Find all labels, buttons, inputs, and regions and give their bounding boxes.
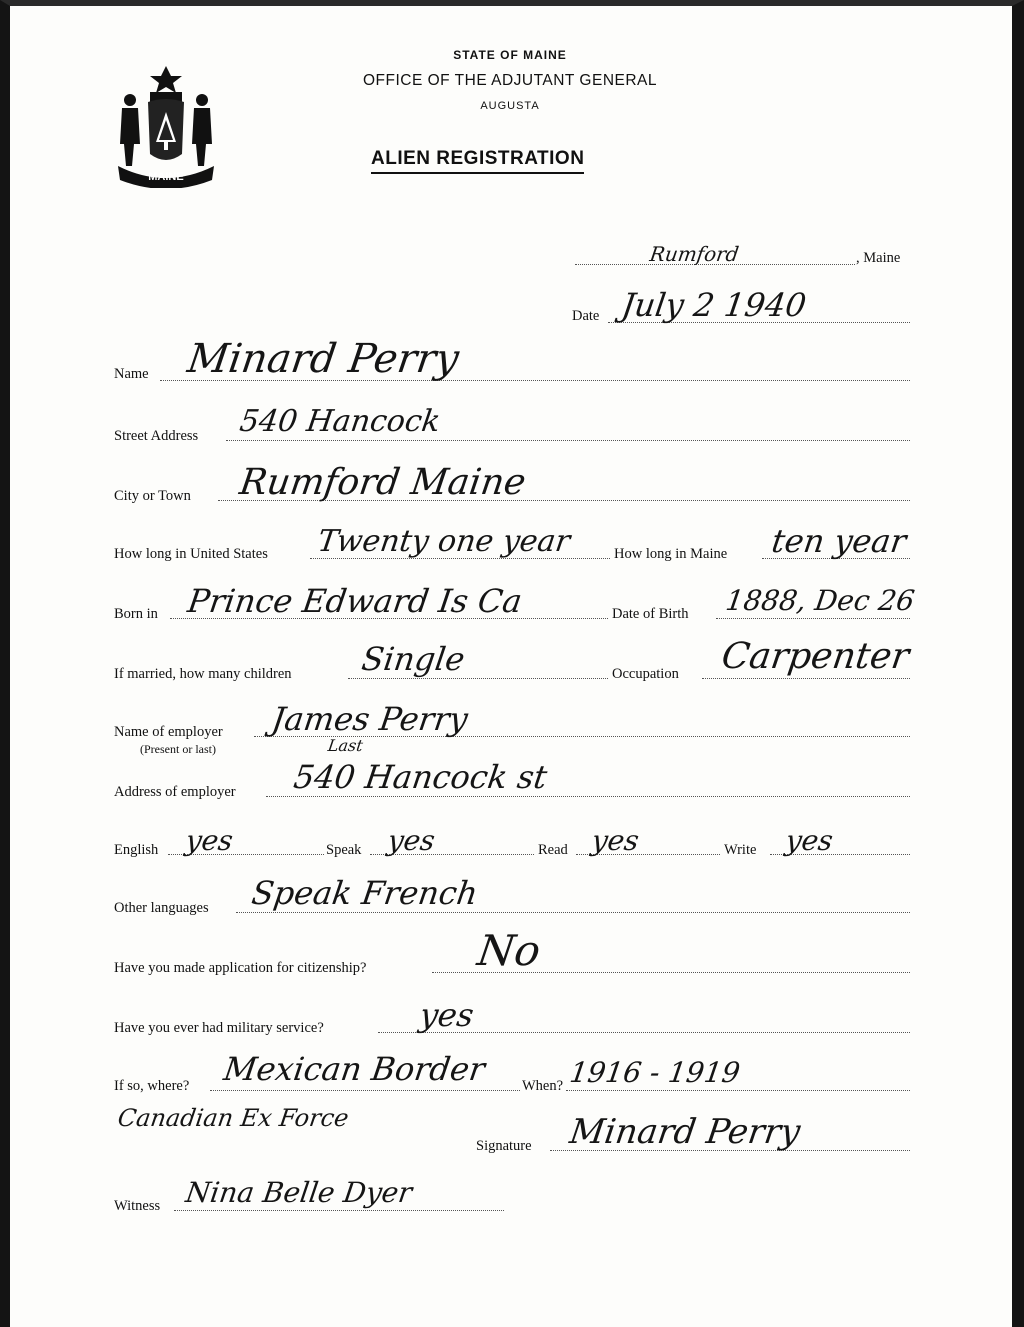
maine-label: , Maine xyxy=(856,250,901,266)
date-of-birth-label: Date of Birth xyxy=(612,606,689,622)
read-value[interactable]: yes xyxy=(589,824,642,857)
employer-label: Name of employer xyxy=(114,724,223,740)
employer-address-label: Address of employer xyxy=(114,784,236,800)
date-value[interactable]: July 2 1940 xyxy=(619,286,809,324)
born-in-value[interactable]: Prince Edward Is Ca xyxy=(185,582,525,620)
employer-value[interactable]: James Perry xyxy=(269,700,471,738)
english-label: English xyxy=(114,842,159,858)
employer-address-value[interactable]: 540 Hancock st xyxy=(291,758,550,796)
employer-address-line xyxy=(266,796,910,797)
other-languages-label: Other languages xyxy=(114,900,209,916)
military-value[interactable]: yes xyxy=(417,996,477,1034)
state-seal-icon xyxy=(114,62,218,188)
office-heading: OFFICE OF THE ADJUTANT GENERAL xyxy=(362,72,658,89)
witness-label: Witness xyxy=(114,1198,161,1214)
signature-value[interactable]: Minard Perry xyxy=(567,1112,803,1152)
date-of-birth-line xyxy=(716,618,910,619)
name-value[interactable]: Minard Perry xyxy=(184,336,462,382)
when-value[interactable]: 1916 - 1919 xyxy=(567,1056,743,1089)
city-label: City or Town xyxy=(114,488,191,504)
date-of-birth-value[interactable]: 1888, Dec 26 xyxy=(723,584,917,617)
where-value[interactable]: Mexican Border xyxy=(221,1050,488,1088)
occupation-line xyxy=(702,678,910,679)
when-label: When? xyxy=(522,1078,564,1094)
witness-value[interactable]: Nina Belle Dyer xyxy=(183,1176,415,1209)
signature-label: Signature xyxy=(476,1138,532,1154)
born-in-label: Born in xyxy=(114,606,158,622)
english-value[interactable]: yes xyxy=(183,824,236,857)
city-value[interactable]: Rumford Maine xyxy=(237,462,529,503)
form-title: ALIEN REGISTRATION xyxy=(371,148,584,174)
children-value[interactable]: Single xyxy=(359,640,468,678)
citizenship-label: Have you made application for citizenship? xyxy=(114,960,367,976)
military-label: Have you ever had military service? xyxy=(114,1020,324,1036)
other-languages-line xyxy=(236,912,910,913)
how-long-us-value[interactable]: Twenty one year xyxy=(315,524,573,559)
occupation-label: Occupation xyxy=(612,666,679,682)
when-line xyxy=(566,1090,910,1091)
witness-line xyxy=(174,1210,504,1211)
how-long-maine-label: How long in Maine xyxy=(614,546,728,562)
citizenship-value[interactable]: No xyxy=(474,926,544,975)
speak-value[interactable]: yes xyxy=(385,824,438,857)
speak-label: Speak xyxy=(326,842,362,858)
date-label: Date xyxy=(572,308,600,324)
street-line xyxy=(226,440,910,441)
name-label: Name xyxy=(114,366,149,382)
state-heading: STATE OF MAINE xyxy=(453,48,567,62)
occupation-value[interactable]: Carpenter xyxy=(719,636,912,677)
svg-text:MAINE: MAINE xyxy=(148,171,184,183)
write-label: Write xyxy=(724,842,757,858)
where-label: If so, where? xyxy=(114,1078,190,1094)
write-value[interactable]: yes xyxy=(783,824,836,857)
where-line xyxy=(210,1090,520,1091)
other-languages-value[interactable]: Speak French xyxy=(249,874,481,912)
employer-note[interactable]: Last xyxy=(326,736,365,755)
town-value[interactable]: Rumford xyxy=(648,242,741,266)
street-value[interactable]: 540 Hancock xyxy=(237,404,443,439)
children-line xyxy=(348,678,608,679)
street-label: Street Address xyxy=(114,428,199,444)
city-heading: AUGUSTA xyxy=(480,100,540,112)
how-long-maine-value[interactable]: ten year xyxy=(769,522,909,560)
where-continued[interactable]: Canadian Ex Force xyxy=(116,1104,351,1132)
how-long-us-label: How long in United States xyxy=(114,546,268,562)
children-label: If married, how many children xyxy=(114,666,292,682)
read-label: Read xyxy=(538,842,568,858)
employer-sublabel: (Present or last) xyxy=(140,742,216,756)
